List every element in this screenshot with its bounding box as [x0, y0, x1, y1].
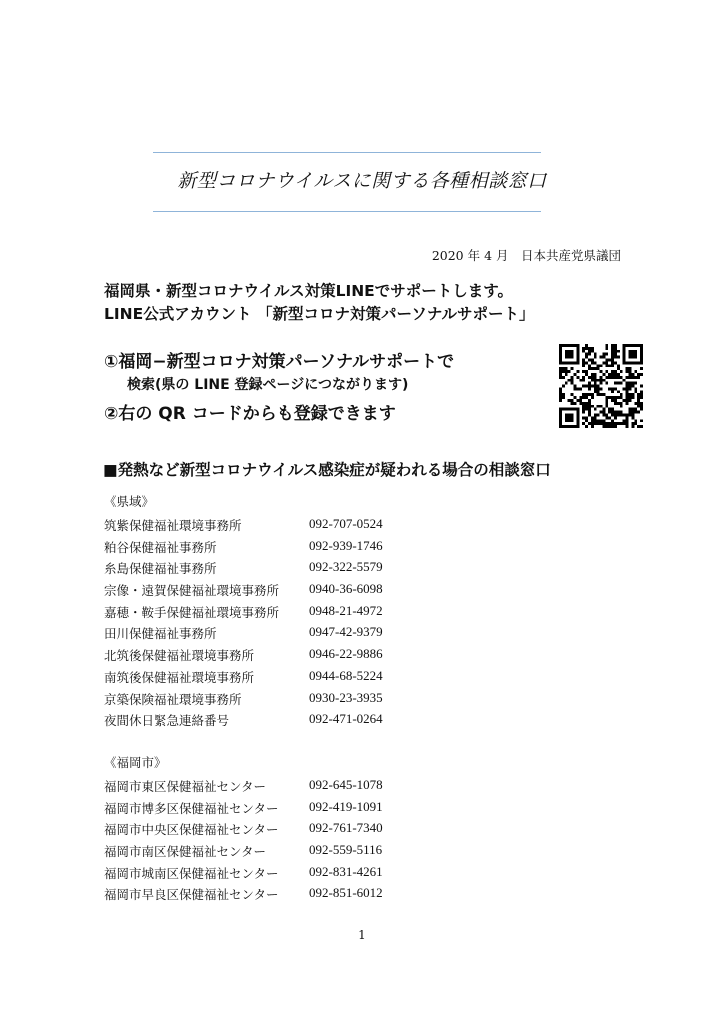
center-row — [104, 777, 524, 799]
fukuoka-city-center-list — [104, 777, 524, 907]
office-name: 粕谷保健福祉事務所 — [104, 539, 217, 555]
office-phone: 0930-23-3935 — [309, 689, 383, 705]
office-row — [104, 646, 524, 668]
office-name: 田川保健福祉事務所 — [104, 626, 217, 642]
center-name: 福岡市南区保健福祉センター — [104, 844, 267, 860]
office-name: 糸島保健福祉事務所 — [104, 561, 217, 577]
consultation-section-heading: ■発熱など新型コロナウイルス感染症が疑われる場合の相談窓口 — [103, 461, 551, 479]
line-official-account: LINE公式アカウント 「新型コロナ対策パーソナルサポート」 — [104, 305, 535, 323]
office-row — [104, 711, 524, 733]
office-row — [104, 690, 524, 712]
center-row — [104, 864, 524, 886]
office-name: 宗像・遠賀保健福祉環境事務所 — [104, 583, 280, 599]
prefecture-group-label: 《県域》 — [104, 494, 155, 509]
title-bottom-rule — [153, 211, 541, 212]
document-title: 新型コロナウイルスに関する各種相談窓口 — [177, 170, 547, 192]
line-support-announcement: 福岡県・新型コロナウイルス対策LINEでサポートします。 — [104, 282, 514, 300]
office-phone: 092-471-0264 — [309, 711, 383, 727]
center-phone: 092-831-4261 — [309, 863, 383, 879]
office-name: 嘉穂・鞍手保健福祉環境事務所 — [104, 604, 280, 620]
office-row — [104, 624, 524, 646]
office-name: 北筑後保健福祉環境事務所 — [104, 648, 255, 664]
office-row — [104, 603, 524, 625]
step-one-detail: 検索(県の LINE 登録ページにつながります) — [127, 377, 409, 393]
office-name: 筑紫保健福祉環境事務所 — [104, 518, 242, 533]
office-phone: 092-707-0524 — [309, 516, 383, 531]
page-number: 1 — [358, 928, 366, 942]
center-row — [104, 799, 524, 821]
office-phone: 0944-68-5224 — [309, 667, 383, 683]
center-name: 福岡市早良区保健福祉センター — [104, 887, 279, 903]
center-phone: 092-851-6012 — [309, 885, 383, 901]
center-phone: 092-761-7340 — [309, 820, 383, 836]
qr-code-icon[interactable] — [559, 344, 643, 428]
center-name: 福岡市博多区保健福祉センター — [104, 800, 279, 816]
office-name: 京築保険福祉環境事務所 — [104, 691, 242, 707]
office-row — [104, 516, 524, 538]
center-phone: 092-645-1078 — [309, 777, 383, 792]
office-name: 夜間休日緊急連絡番号 — [104, 713, 230, 729]
office-phone: 0947-42-9379 — [309, 624, 383, 640]
step-two: ②右の QR コードからも登録できます — [104, 404, 396, 424]
center-name: 福岡市城南区保健福祉センター — [104, 865, 279, 881]
office-name: 南筑後保健福祉環境事務所 — [104, 669, 255, 685]
fukuoka-city-group-label: 《福岡市》 — [104, 755, 167, 770]
center-name: 福岡市中央区保健福祉センター — [104, 822, 279, 838]
office-phone: 092-939-1746 — [309, 537, 383, 553]
center-phone: 092-419-1091 — [309, 798, 383, 814]
office-phone: 0948-21-4972 — [309, 602, 383, 618]
center-row — [104, 842, 524, 864]
office-phone: 0940-36-6098 — [309, 581, 383, 597]
office-row — [104, 581, 524, 603]
prefecture-office-list — [104, 516, 524, 733]
title-top-rule — [153, 152, 541, 153]
office-phone: 0946-22-9886 — [309, 646, 383, 662]
office-phone: 092-322-5579 — [309, 559, 383, 575]
dateline: 2020 年 4 月 日本共産党県議団 — [431, 248, 621, 263]
center-phone: 092-559-5116 — [309, 842, 383, 858]
office-row — [104, 559, 524, 581]
center-name: 福岡市東区保健福祉センター — [104, 779, 267, 794]
office-row — [104, 668, 524, 690]
step-one: ①福岡−新型コロナ対策パーソナルサポートで — [104, 352, 455, 372]
center-row — [104, 885, 524, 907]
office-row — [104, 538, 524, 560]
center-row — [104, 820, 524, 842]
